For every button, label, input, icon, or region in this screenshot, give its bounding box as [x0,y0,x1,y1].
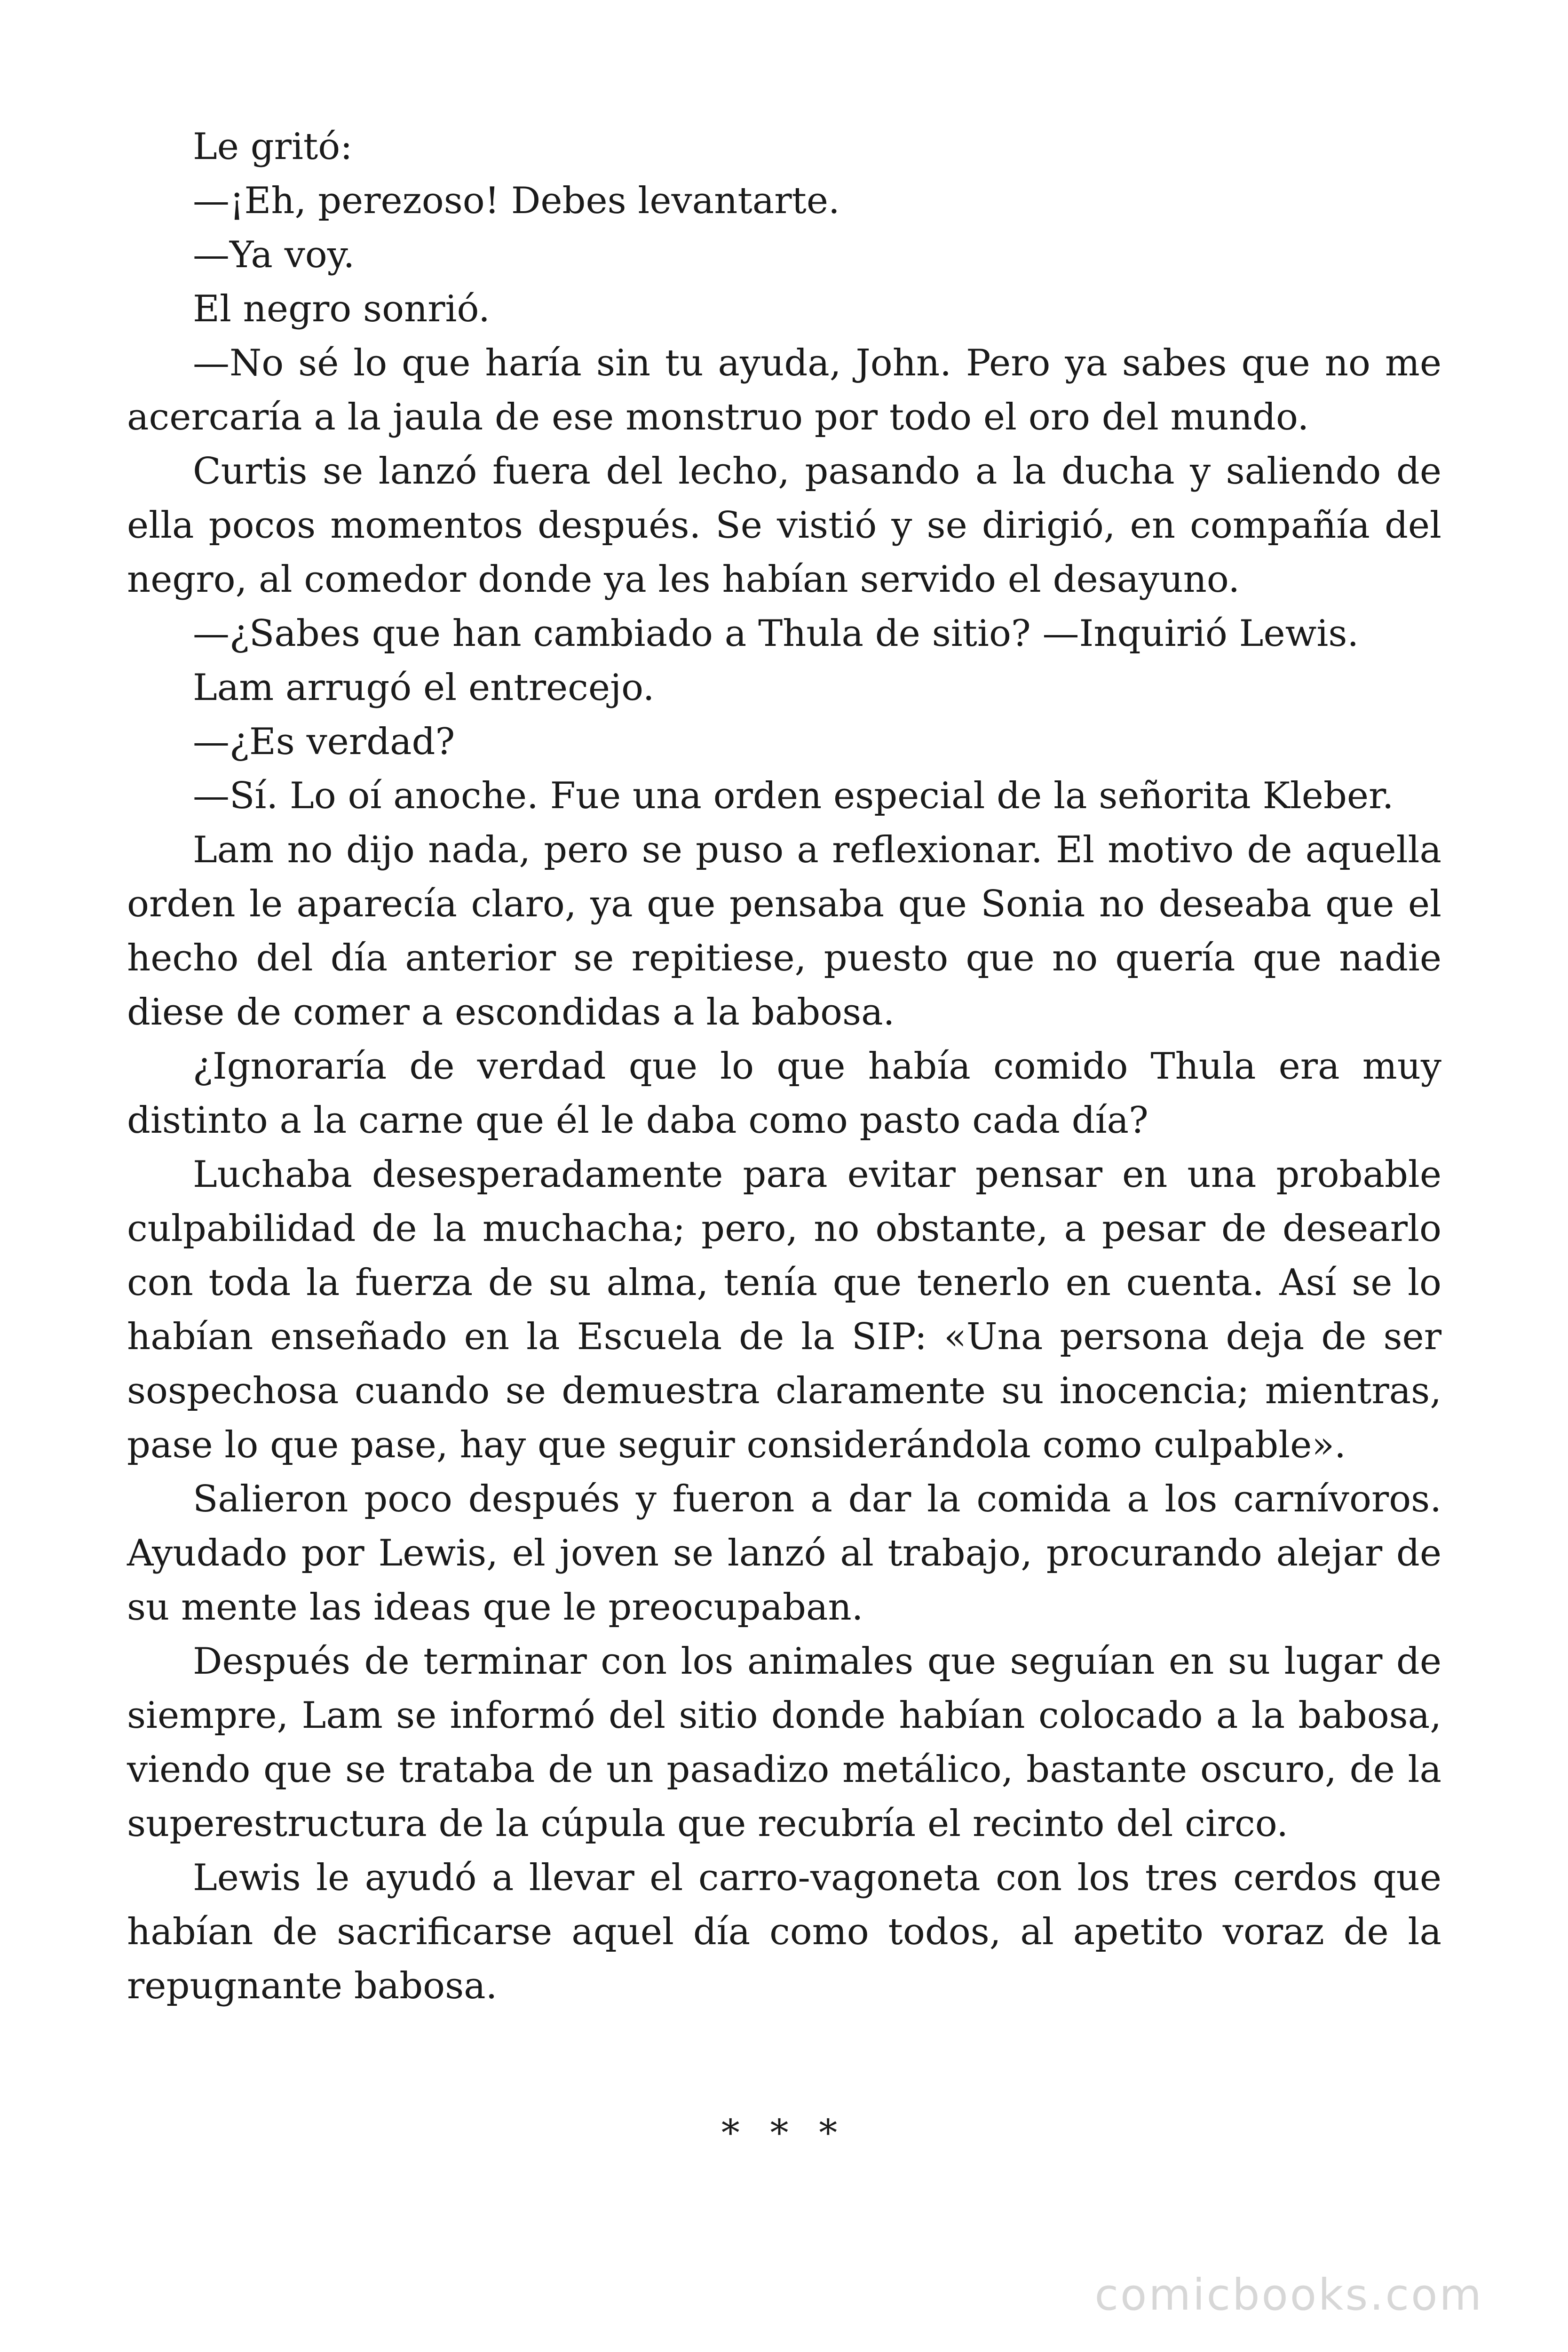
paragraph: Lam no dijo nada, pero se puso a reflexionar. El motivo de aquella orden le aparecía claro, ya que pensaba que Sonia no deseaba que el hecho del día anterior se repitiese, puesto que no quería que nadie diese de comer a escondidas a la babosa. [127,829,1441,1033]
paragraph: —¡Eh, perezoso! Debes levantarte. [193,180,840,222]
paragraph: El negro sonrió. [193,288,490,330]
paragraph: —¿Sabes que han cambiado a Thula de sitio? —Inquirió Lewis. [193,612,1359,655]
body-text [127,120,1441,2013]
paragraph: —No sé lo que haría sin tu ayuda, John. Pero ya sabes que no me acercaría a la jaula de ese monstruo por todo el oro del mundo. [127,342,1441,438]
paragraph: —¿Es verdad? [193,721,455,763]
paragraph: Lam arrugó el entrecejo. [193,667,655,709]
paragraph: Curtis se lanzó fuera del lecho, pasando a la ducha y saliendo de ella pocos momentos después. Se vistió y se dirigió, en compañía del negro, al comedor donde ya les habían servido el desayuno. [127,450,1441,601]
paragraph: Le gritó: [193,126,353,168]
paragraph: —Sí. Lo oí anoche. Fue una orden especial de la señorita Kleber. [193,775,1394,817]
paragraph: Salieron poco después y fueron a dar la comida a los carnívoros. Ayudado por Lewis, el joven se lanzó al trabajo, procurando alejar de su mente las ideas que le preocupaban. [127,1478,1441,1629]
paragraph: Luchaba desesperadamente para evitar pensar en una probable culpabilidad de la muchacha; pero, no obstante, a pesar de desearlo con toda la fuerza de su alma, tenía que tenerlo en cuenta. Así se lo habían enseñado en la Escuela de la SIP: «Una persona deja de ser sospechosa cuando se demuestra claramente su inocencia; mientras, pase lo que pase, hay que seguir considerándola como culpable». [127,1153,1441,1466]
paragraph: Después de terminar con los animales que seguían en su lugar de siempre, Lam se informó del sitio donde habían colocado a la babosa, viendo que se trataba de un pasadizo metálico, bastante oscuro, de la superestructura de la cúpula que recubría el recinto del circo. [127,1640,1441,1845]
section-separator: * * * [721,2112,847,2154]
watermark: comicbooks.com [1094,2270,1483,2320]
paragraph: ¿Ignoraría de verdad que lo que había comido Thula era muy distinto a la carne que él le daba como pasto cada día? [127,1045,1441,1142]
paragraph: —Ya voy. [193,234,355,276]
paragraph: Lewis le ayudó a llevar el carro-vagoneta con los tres cerdos que habían de sacrificarse aquel día como todos, al apetito voraz de la repugnante babosa. [127,1857,1441,2007]
